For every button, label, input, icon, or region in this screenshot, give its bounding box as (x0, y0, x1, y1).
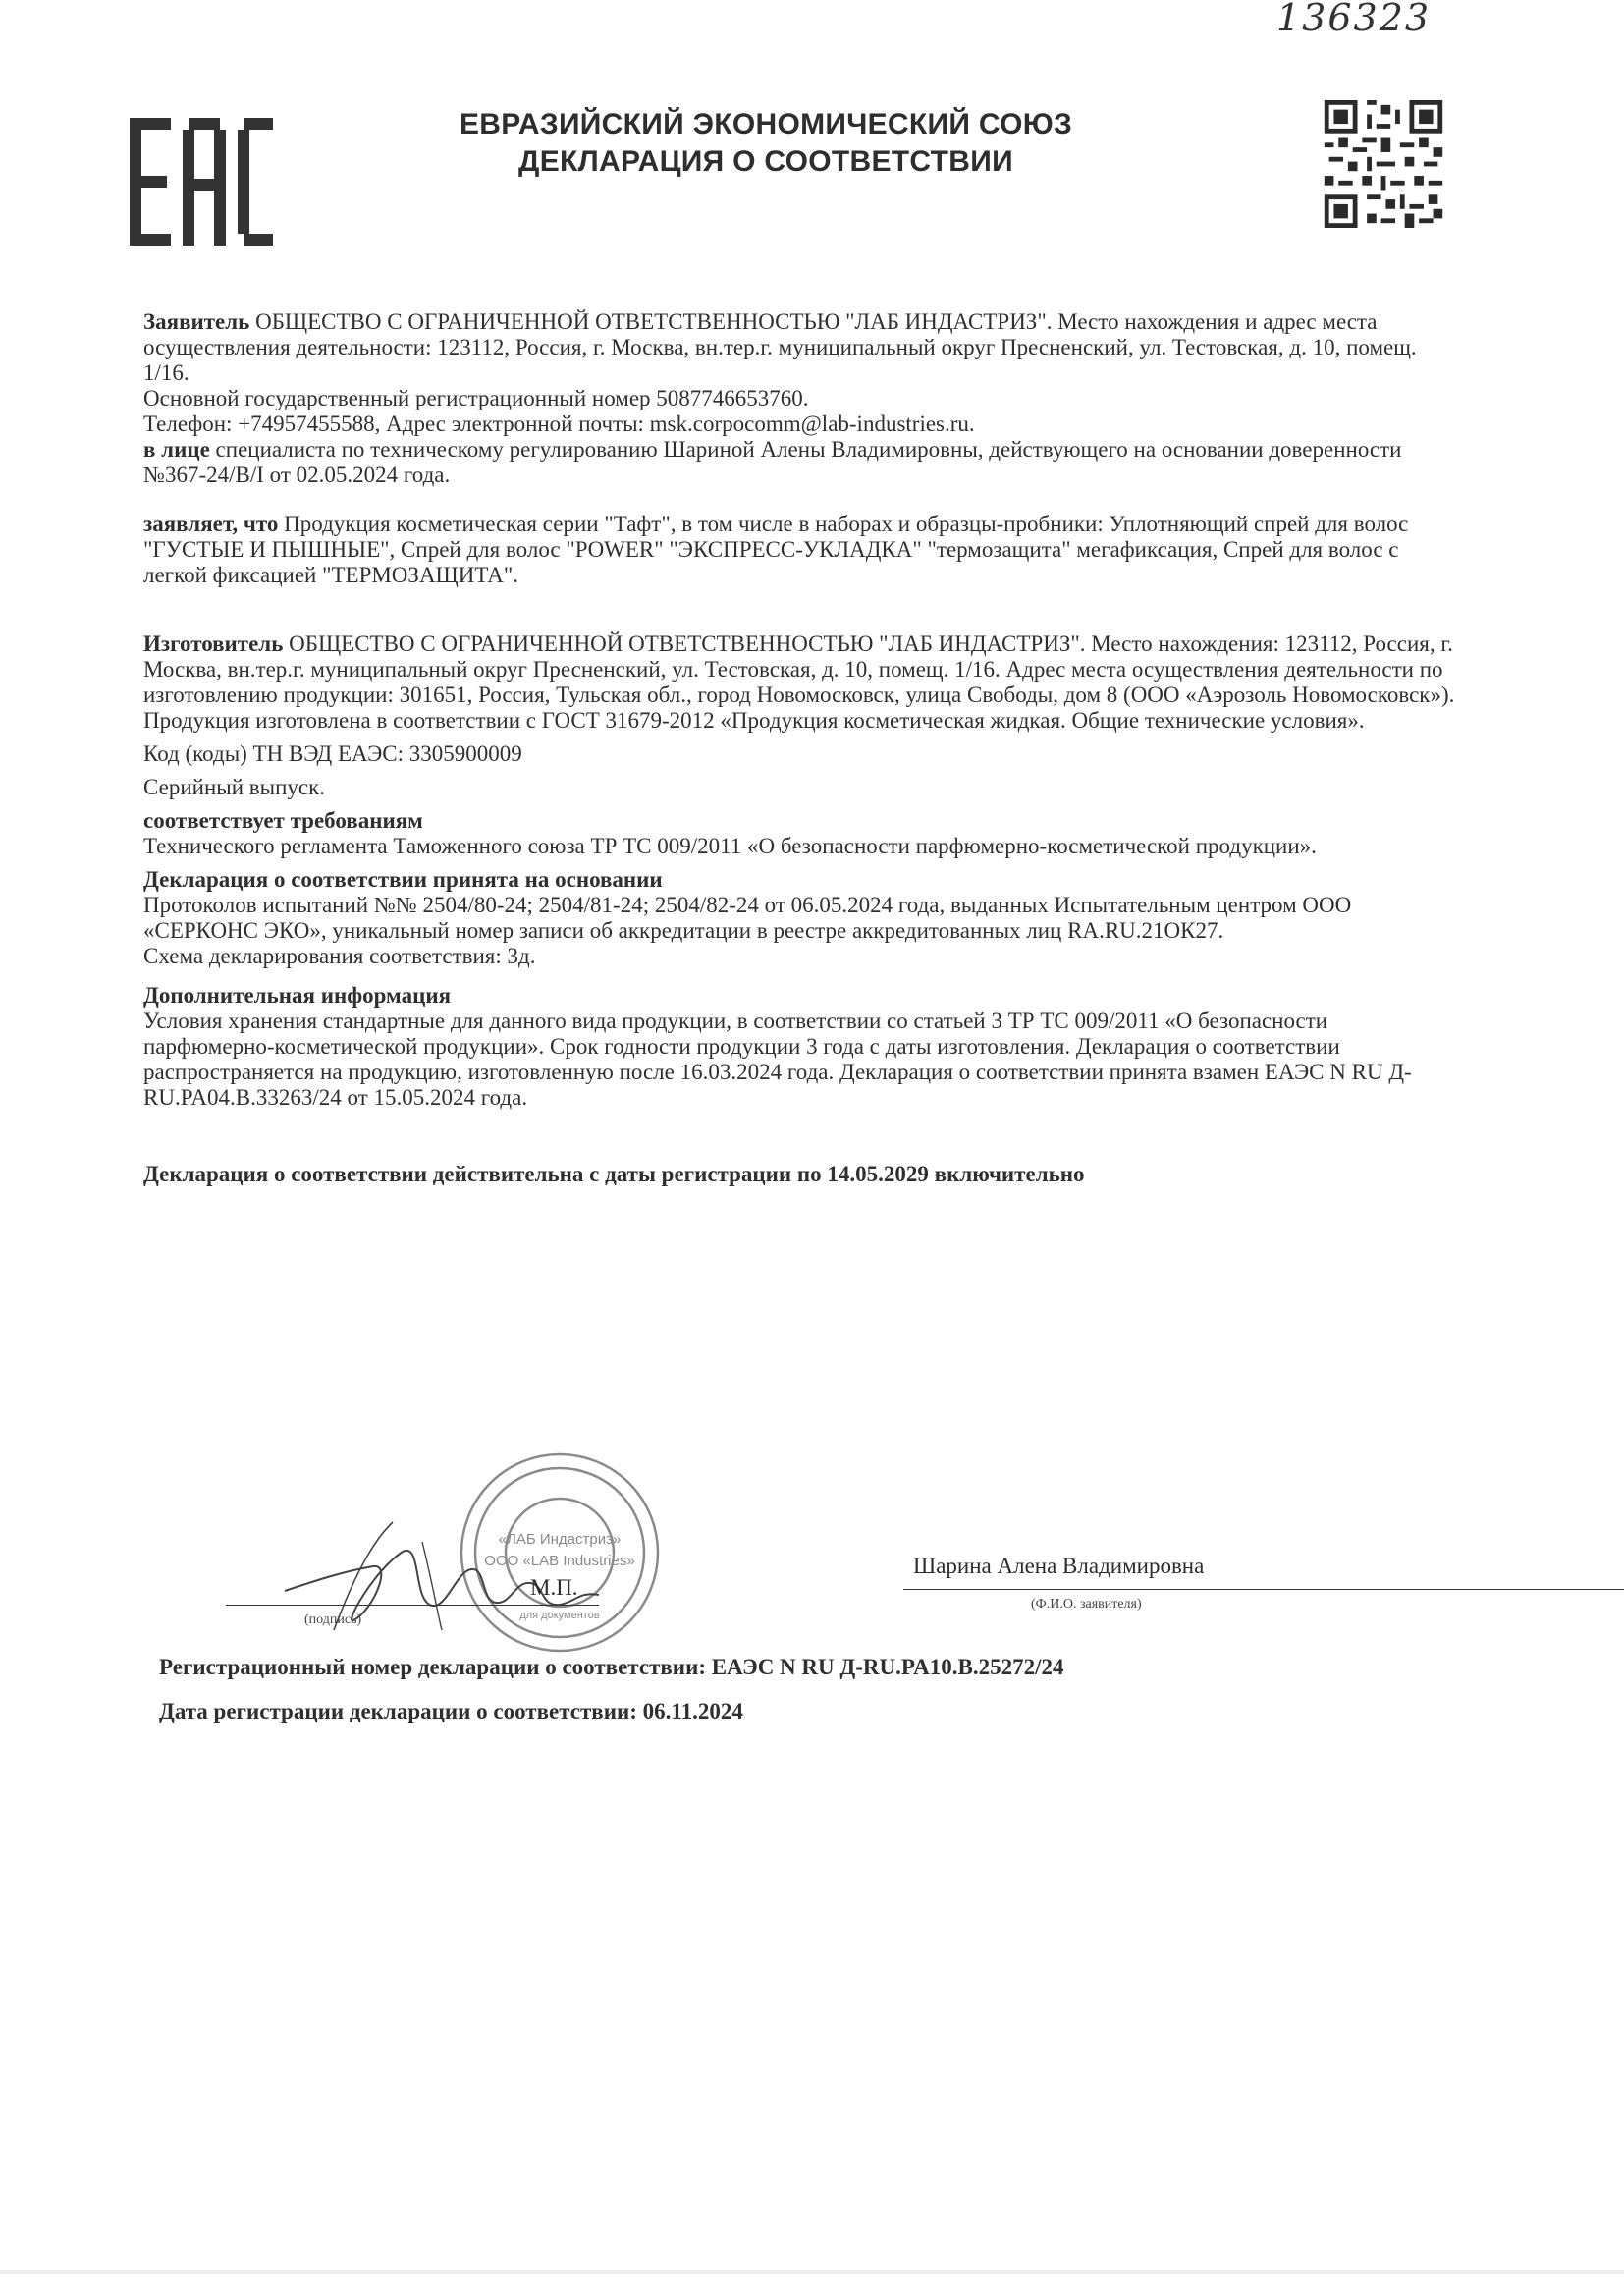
basis-label: Декларация о соответствии принята на основании (143, 867, 663, 892)
stamp-line-1: «ЛАБ Индастриз» (498, 1531, 622, 1548)
basis-text: Протоколов испытаний №№ 2504/80-24; 2504/81-24; 2504/82-24 от 06.05.2024 года, выданных Испытательным центром ООО «СЕРКОНС ЭКО», уникальный номер записи об аккредитации в реестре аккредитованных лиц RA.RU.21ОК27. (143, 893, 1352, 943)
registration-date: Дата регистрации декларации о соответствии: 06.11.2024 (159, 1699, 743, 1723)
applicant-text: ОБЩЕСТВО С ОГРАНИЧЕННОЙ ОТВЕТСТВЕННОСТЬЮ "ЛАБ ИНДАСТРИЗ". Место нахождения и адрес места осуществления деятельности: 123112, Россия, г. Москва, вн.тер.г. муниципальный округ Пресненский, ул. Тестовская, д. 10, помещ. 1/16. (143, 309, 1417, 385)
additional-label: Дополнительная информация (143, 983, 452, 1008)
eac-logo-icon (128, 116, 275, 248)
applicant-ogrn: Основной государственный регистрационный номер 5087746653760. (143, 386, 809, 410)
serial-release: Серийный выпуск. (143, 775, 326, 799)
header-union: ЕВРАЗИЙСКИЙ ЭКОНОМИЧЕСКИЙ СОЮЗ (459, 108, 1073, 140)
stamp-line-2: ООО «LAB Industries» (484, 1553, 635, 1569)
declares-text: Продукция косметическая серии "Тафт", в том числе в наборах и образцы-пробники: Уплотняющий спрей для волос "ГУСТЫЕ И ПЫШНЫЕ", Спрей для волос "POWER" "ЭКСПРЕСС-УКЛАДКА" "термозащита" мегафиксация, Спрей для волос с легкой фиксацией "ТЕРМОЗАЩИТА". (143, 512, 1409, 587)
manufacturer-block (143, 631, 1459, 708)
applicant-block (143, 309, 1459, 386)
document-header (393, 106, 1139, 181)
additional-text: Условия хранения стандартные для данного вида продукции, в соответствии со статьей 3 ТР ТС 009/2011 «О безопасности парфюмерно-косметической продукции». Срок годности продукции 3 года с даты изготовления. Декларация о соответствии распространяется на продукцию, изготовленную после 16.03.2024 года. Декларация о соответствии принята взамен ЕАЭС N RU Д-RU.PA04.B.33263/24 от 15.05.2024 года. (143, 1009, 1412, 1110)
conforms-label: соответствует требованиям (143, 808, 423, 833)
stamp-line-3: для документов (519, 1610, 600, 1621)
header-declaration: ДЕКЛАРАЦИЯ О СООТВЕТСТВИИ (518, 145, 1013, 178)
representative-block (143, 437, 1459, 488)
conforms-text: Технического регламента Таможенного союза ТР ТС 009/2011 «О безопасности парфюмерно-косметической продукции». (143, 834, 1317, 858)
document-body (143, 309, 1459, 1187)
applicant-contacts: Телефон: +74957455588, Адрес электронной почты: msk.corpocomm@lab-industries.ru. (143, 411, 975, 436)
tn-ved-code: Код (коды) ТН ВЭД ЕАЭС: 3305900009 (143, 741, 522, 766)
validity-statement: Декларация о соответствии действительна с даты регистрации по 14.05.2029 включительно (143, 1162, 1085, 1186)
applicant-label: Заявитель (143, 309, 250, 334)
name-line (903, 1589, 1624, 1590)
declaration-scheme: Схема декларирования соответствия: 3д. (143, 944, 536, 968)
signature-caption: (подпись) (304, 1613, 362, 1627)
signature-area (137, 1444, 1492, 1640)
representative-label: в лице (143, 437, 210, 462)
manufacturer-text: ОБЩЕСТВО С ОГРАНИЧЕННОЙ ОТВЕТСТВЕННОСТЬЮ "ЛАБ ИНДАСТРИЗ". Место нахождения: 123112, Россия, г. Москва, вн.тер.г. муниципальный округ Пресненский, ул. Тестовская, д. 10, помещ. 1/16. Адрес места осуществления деятельности по изготовлению продукции: 301651, Россия, Тульская обл., город Новомосковск, улица Свободы, дом 8 (ООО «Аэрозоль Новомосковск»). (143, 631, 1455, 707)
signature-line (226, 1605, 599, 1606)
representative-text: специалиста по техническому регулированию Шариной Алены Владимировны, действующего на основании доверенности №367-24/В/I от 02.05.2024 года. (143, 437, 1402, 487)
declares-label: заявляет, что (143, 512, 279, 536)
stamp-place-label: М.П. (530, 1575, 578, 1600)
handwritten-number: 136323 (1276, 0, 1432, 39)
registration-number: Регистрационный номер декларации о соответствии: ЕАЭС N RU Д-RU.PA10.B.25272/24 (159, 1655, 1064, 1679)
name-caption: (Ф.И.О. заявителя) (1031, 1597, 1142, 1612)
manufacturer-label: Изготовитель (143, 631, 284, 656)
declares-block (143, 512, 1459, 588)
scan-edge (0, 2270, 1624, 2274)
manufacturer-standard: Продукция изготовлена в соответствии с ГОСТ 31679-2012 «Продукция косметическая жидкая. Общие технические условия». (143, 708, 1365, 733)
signer-name: Шарина Алена Владимировна (913, 1554, 1205, 1578)
qr-code-icon (1324, 100, 1443, 228)
